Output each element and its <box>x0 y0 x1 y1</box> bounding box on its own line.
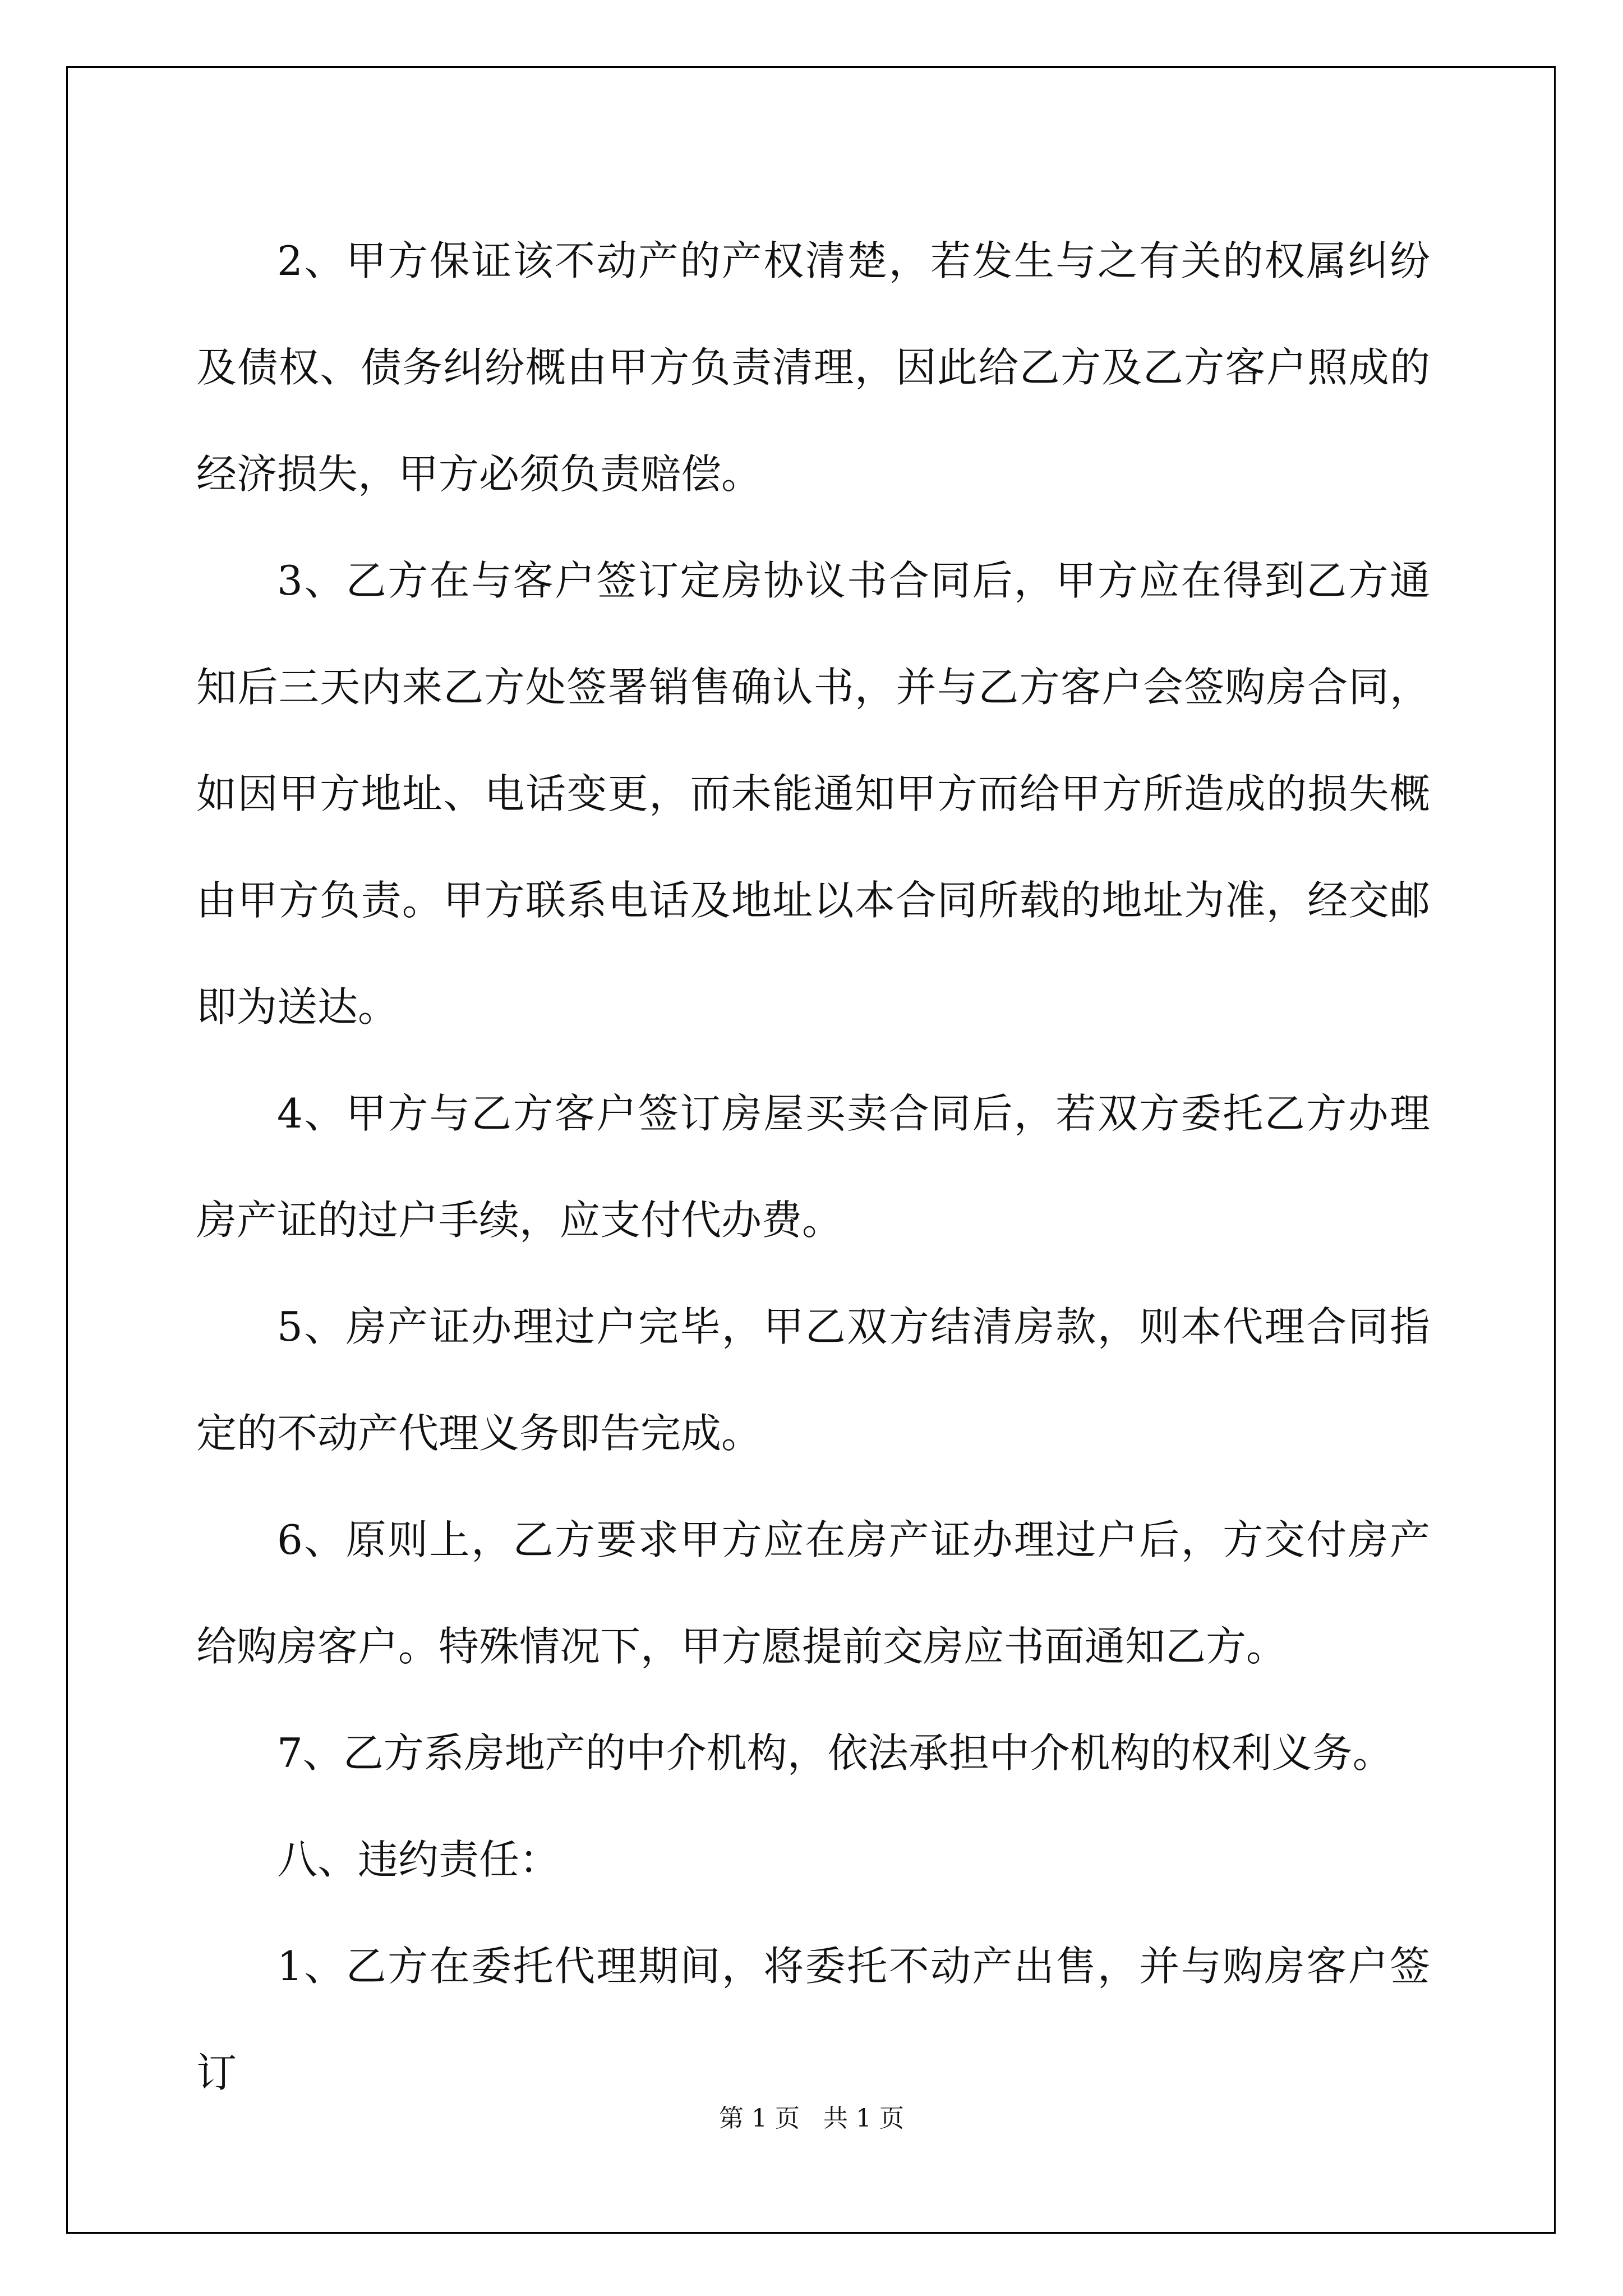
paragraph-clause-3: 3、乙方在与客户签订定房协议书合同后，甲方应在得到乙方通知后三天内来乙方处签署销售确认书，并与乙方客户会签购房合同，如因甲方地址、电话变更，而未能通知甲方而给甲方所造成的损失概由甲方负责。甲方联系电话及地址以本合同所载的地址为准，经交邮即为送达。 <box>196 557 1430 1030</box>
paragraph-clause-5: 5、房产证办理过户完毕，甲乙双方结清房款，则本代理合同指定的不动产代理义务即告完成。 <box>196 1303 1430 1457</box>
paragraph-clause-7: 7、乙方系房地产的中介机构，依法承担中介机构的权利义务。 <box>277 1729 1393 1777</box>
page-number-footer: 第 1 页 共 1 页 <box>719 2104 904 2133</box>
section-heading-breach: 八、违约责任： <box>277 1836 560 1883</box>
document-body <box>196 208 1430 2126</box>
paragraph-clause-4: 4、甲方与乙方客户签订房屋买卖合同后，若双方委托乙方办理房产证的过户手续，应支付代办费。 <box>196 1090 1430 1244</box>
paragraph-breach-clause-1: 1、乙方在委托代理期间，将委托不动产出售，并与购房客户签订 <box>196 1943 1430 2096</box>
paragraph-clause-2: 2、甲方保证该不动产的产权清楚，若发生与之有关的权属纠纷及债权、债务纠纷概由甲方负责清理，因此给乙方及乙方客户照成的经济损失，甲方必须负责赔偿。 <box>196 237 1430 498</box>
paragraph-clause-6: 6、原则上，乙方要求甲方应在房产证办理过户后，方交付房产给购房客户。特殊情况下，甲方愿提前交房应书面通知乙方。 <box>196 1516 1430 1670</box>
